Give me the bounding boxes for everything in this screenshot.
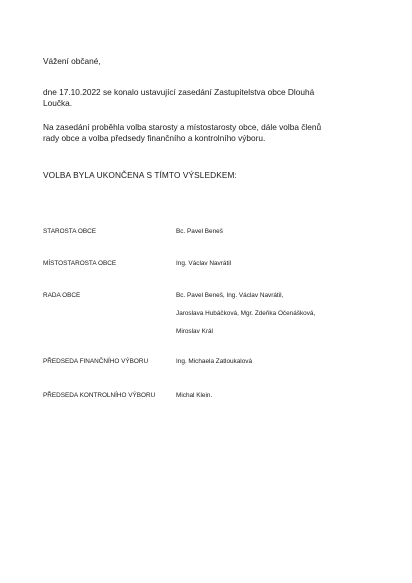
result-value-starosta: Bc. Pavel Beneš: [176, 228, 223, 235]
result-value-kontrolni: Michal Klein.: [176, 392, 213, 399]
result-label-mistostarosta: MÍSTOSTAROSTA OBCE: [43, 260, 117, 267]
rada-member-line: Jaroslava Hubáčková, Mgr. Zdeňka Očenášková,: [176, 310, 316, 317]
rada-member-line: Miroslav Král: [176, 328, 213, 335]
result-label-rada: RADA OBCE: [43, 292, 81, 299]
election-paragraph-line: Na zasedání proběhla volba starosty a místostarosty obce, dále volba členů: [43, 122, 322, 132]
election-paragraph: [43, 121, 321, 143]
result-label-financni: PŘEDSEDA FINANČNÍHO VÝBORU: [43, 358, 149, 365]
result-value-financni: Ing. Michaela Zatloukalová: [176, 358, 253, 365]
result-value-mistostarosta: Ing. Václav Navrátil: [176, 260, 232, 267]
result-label-starosta: STAROSTA OBCE: [43, 228, 97, 235]
result-value-rada: [176, 290, 315, 344]
results-heading: VOLBA BYLA UKONČENA S TÍMTO VÝSLEDKEM:: [43, 170, 237, 180]
salutation: Vážení občané,: [43, 56, 101, 66]
rada-member-line: Bc. Pavel Beneš, Ing. Václav Navrátil,: [176, 292, 284, 299]
result-label-kontrolni: PŘEDSEDA KONTROLNÍHO VÝBORU: [43, 392, 156, 399]
intro-paragraph-line: dne 17.10.2022 se konalo ustavující zasedání Zastupitelstva obce Dlouhá: [43, 87, 315, 97]
intro-paragraph: [43, 86, 314, 108]
election-paragraph-line: rady obce a volba předsedy finančního a kontrolního výboru.: [43, 133, 266, 143]
intro-paragraph-line: Loučka.: [43, 98, 73, 108]
